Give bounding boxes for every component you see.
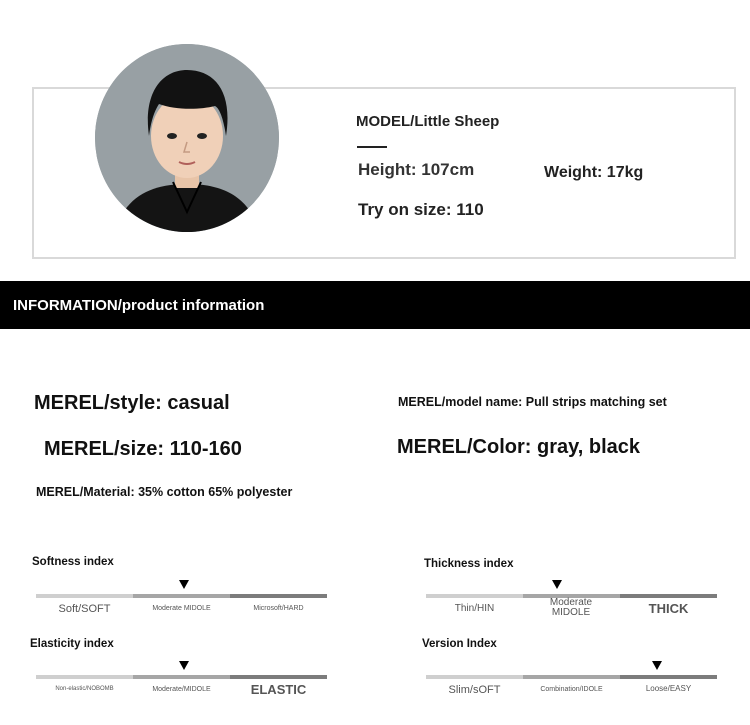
version-segment-2	[523, 675, 620, 679]
attr-model-name: MEREL/model name: Pull strips matching set	[398, 395, 667, 409]
model-name: MODEL/Little Sheep	[356, 113, 500, 130]
elasticity-segment-2	[133, 675, 230, 679]
thickness-segment-1	[426, 594, 523, 598]
thickness-marker-icon	[552, 580, 562, 589]
softness-label-3: Microsoft/HARD	[253, 605, 304, 612]
version-segment-3	[620, 675, 717, 679]
attr-color: MEREL/Color: gray, black	[397, 436, 641, 458]
softness-label-1: Soft/SOFT	[58, 603, 111, 615]
version-scale	[426, 675, 718, 715]
thickness-label-1: Thin/HIN	[454, 603, 495, 614]
elasticity-marker-icon	[179, 661, 189, 670]
softness-segment-2	[133, 594, 230, 598]
softness-index-title: Softness index	[32, 556, 114, 568]
thickness-label-3: THICK	[648, 601, 689, 616]
model-weight: Weight: 17kg	[544, 164, 644, 181]
thickness-scale	[426, 594, 718, 634]
softness-segment-3	[230, 594, 327, 598]
softness-segment-1	[36, 594, 133, 598]
elasticity-segment-1	[36, 675, 133, 679]
model-try-on-size: Try on size: 110	[358, 200, 484, 219]
banner-title: INFORMATION/product information	[13, 297, 265, 314]
attr-size: MEREL/size: 110-160	[44, 438, 242, 460]
info-banner	[0, 281, 750, 329]
elasticity-label-3: ELASTIC	[250, 682, 307, 697]
elasticity-index-title: Elasticity index	[30, 638, 114, 650]
version-label-3: Loose/EASY	[645, 684, 692, 693]
model-divider	[357, 146, 387, 148]
thickness-segment-3	[620, 594, 717, 598]
elasticity-scale	[36, 675, 328, 715]
version-segment-1	[426, 675, 523, 679]
softness-label-2: Moderate MIDOLE	[152, 605, 211, 612]
thickness-label-2: Moderate MIDOLE	[549, 597, 593, 618]
softness-scale	[36, 594, 328, 634]
softness-marker-icon	[179, 580, 189, 589]
model-height: Height: 107cm	[358, 160, 475, 179]
thickness-index-title: Thickness index	[424, 558, 514, 570]
version-label-2: Combination/IDOLE	[540, 686, 603, 693]
version-marker-icon	[652, 661, 662, 670]
elasticity-segment-3	[230, 675, 327, 679]
model-photo	[95, 44, 279, 232]
attr-style: MEREL/style: casual	[34, 392, 230, 414]
attr-material: MEREL/Material: 35% cotton 65% polyester	[36, 485, 293, 499]
elasticity-label-1: Non-elastic/NOBOMB	[55, 686, 114, 692]
version-label-1: Slim/sOFT	[448, 684, 501, 696]
elasticity-label-2: Moderate/MIDOLE	[152, 686, 211, 693]
version-index-title: Version Index	[422, 638, 497, 650]
